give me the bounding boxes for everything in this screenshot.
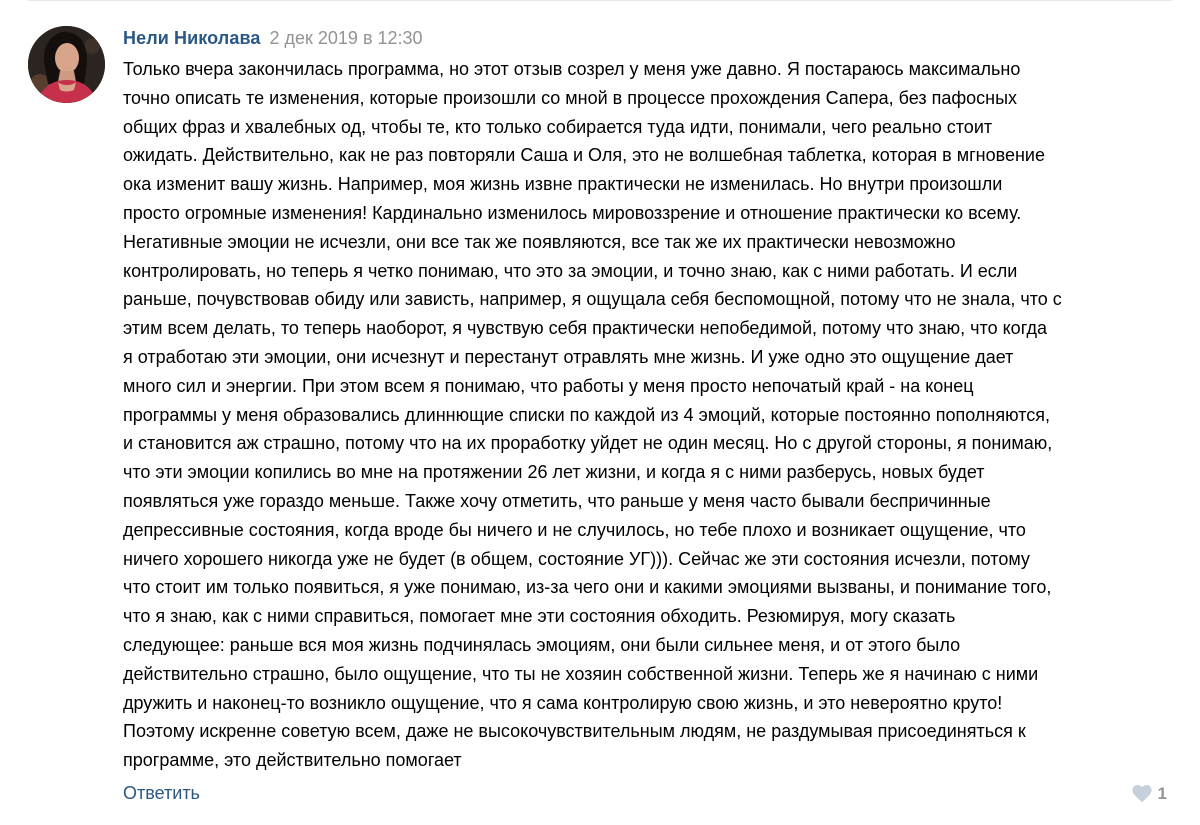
- comment-text: [123, 55, 1173, 775]
- author-name[interactable]: Нели Николава: [123, 28, 261, 48]
- comment-text-line: Только вчера закончилась программа, но этот отзыв созрел у меня уже давно. Я постараюсь максимально: [123, 59, 1021, 79]
- comment-text-line: я отработаю эти эмоции, они исчезнут и перестанут отравлять мне жизнь. И уже одно это ощущение дает: [123, 346, 1014, 367]
- comment-text-line: что эти эмоции копились во мне на протяжении 26 лет жизни, и когда я с ними разберусь, новых будет: [123, 462, 985, 483]
- comment-text-line: ока изменит вашу жизнь. Например, моя жизнь извне практически не изменилась. Но внутри произошли: [123, 174, 1003, 195]
- comment-text-line: раньше, почувствовав обиду или зависть, например, я ощущала себя беспомощной, потому что не знала, что с: [123, 289, 1062, 310]
- heart-icon: [1132, 785, 1152, 803]
- comment-text-line: что я знаю, как с ними справиться, помогает мне эти состояния обходить. Резюмируя, могу сказать: [123, 606, 956, 627]
- comment-text-line: следующее: раньше вся моя жизнь подчинялась эмоциям, они были сильнее меня, и от этого было: [123, 634, 961, 655]
- like-button[interactable]: [1132, 782, 1167, 806]
- comment-text-line: ожидать. Действительно, как не раз повторяли Саша и Оля, это не волшебная таблетка, которая в мгновение: [123, 145, 1045, 166]
- divider: [28, 0, 1172, 1]
- avatar-photo: [28, 26, 105, 103]
- comment-date[interactable]: 2 дек 2019 в 12:30: [269, 28, 423, 48]
- comment-text-line: программе, это действительно помогает: [123, 750, 462, 771]
- comment: [123, 24, 1173, 775]
- comment-text-line: ничего хорошего никогда уже не будет (в общем, состояние УГ))). Сейчас же эти состояния исчезли, потому: [123, 548, 1030, 569]
- comment-text-line: Поэтому искренне советую всем, даже не высокочувствительным людям, не раздумывая присоединяться к: [123, 721, 1026, 742]
- comment-text-line: что стоит им только появиться, я уже понимаю, из-за чего они и какими эмоциями вызваны, и понимание того,: [123, 577, 1052, 598]
- comment-text-line: просто огромные изменения! Кардинально изменилось мировоззрение и отношение практически ко всему.: [123, 202, 1022, 223]
- comment-text-line: и становится аж страшно, потому что на их проработку уйдет не один месяц. Но с другой стороны, я понимаю,: [123, 433, 1053, 454]
- comment-text-line: депрессивные состояния, когда вроде бы ничего и не случилось, но тебе плохо и возникает ощущение, что: [123, 519, 1026, 540]
- comment-text-line: этим всем делать, то теперь наоборот, я чувствую себя практически непобедимой, потому что знаю, что когда: [123, 318, 1047, 339]
- comment-text-line: точно описать те изменения, которые произошли со мной в процессе прохождения Сапера, без пафосных: [123, 87, 1018, 108]
- like-count: 1: [1157, 784, 1167, 803]
- avatar[interactable]: [28, 26, 105, 103]
- comment-text-line: появляться уже гораздо меньше. Также хочу отметить, что раньше у меня часто бывали беспричинные: [123, 490, 991, 511]
- comment-header: [123, 24, 1173, 52]
- comment-text-line: программы у меня образовались длиннющие списки по каждой из 4 эмоций, которые постоянно пополняются,: [123, 404, 1050, 425]
- reply-button[interactable]: Ответить: [123, 783, 200, 803]
- comment-text-line: дружить и наконец-то возникло ощущение, что я сама контролирую свою жизнь, и это невероятно круто!: [123, 692, 1003, 713]
- comment-text-line: Негативные эмоции не исчезли, они все так же появляются, все так же их практически невозможно: [123, 231, 956, 252]
- comment-text-line: действительно страшно, было ощущение, что ты не хозяин собственной жизни. Теперь же я начинаю с ними: [123, 663, 1039, 684]
- comment-text-line: общих фраз и хвалебных од, чтобы те, кто только собирается туда идти, понимали, чего реально стоит: [123, 116, 993, 137]
- comment-text-line: контролировать, но теперь я четко понимаю, что это за эмоции, и точно знаю, как с ними работать. И если: [123, 260, 1018, 281]
- comment-text-line: много сил и энергии. При этом всем я понимаю, что работы у меня просто непочатый край - на конец: [123, 375, 974, 396]
